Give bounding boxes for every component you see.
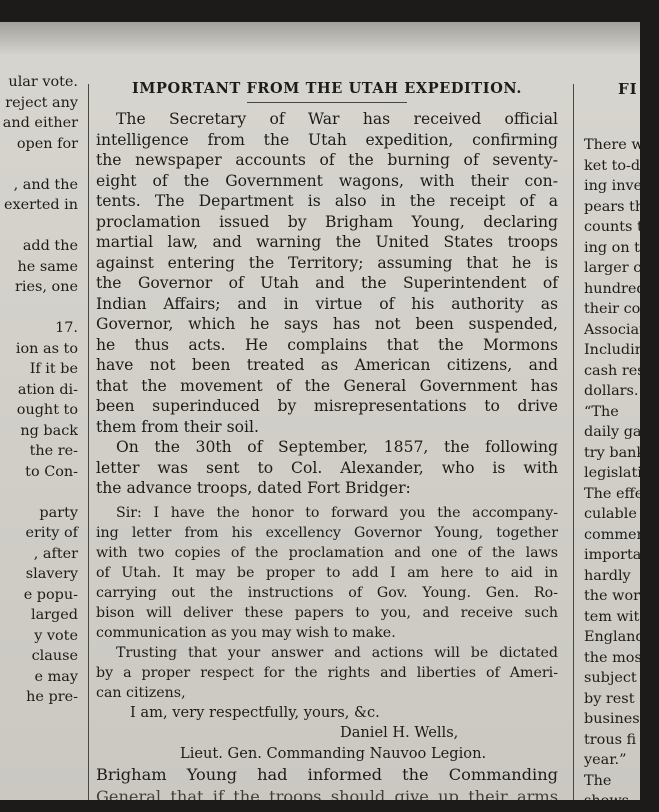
left-column-line: open for [16,135,78,152]
right-column-line: larger cap [584,260,659,276]
paragraph-1-line: that the movement of the General Government has [96,376,558,395]
letter-line: Trusting that your answer and actions will be dictated [116,644,558,661]
left-column-line: party [39,504,78,521]
paragraph-1-line: have not been treated as American citizens, and [96,356,558,374]
closing-title: Lieut. Gen. Commanding Nauvoo Legion. [180,744,487,762]
right-column-line: There w [584,137,644,153]
right-column-line: Associatio [584,321,659,338]
paragraph-1-line: eight of the Government wagons, with their con- [96,171,558,190]
right-column-line: commerc [584,526,652,543]
paragraph-2 [96,437,558,499]
right-column-text [584,135,659,812]
left-column-line: ation di- [17,381,78,398]
left-column-line [0,154,78,175]
letter-line: ing letter from his excellency Governor Young, together [96,524,558,541]
left-column-line: e may [34,668,78,685]
paragraph-2-line: letter was sent to Col. Alexander, who is with [96,458,558,477]
closing-signature: Daniel H. Wells, [340,724,459,741]
right-column-line: try bank [584,444,646,461]
right-column-line: importa [584,547,642,563]
left-column-line: ng back [20,422,78,439]
right-column-line: tem wit [584,608,640,625]
right-column-line: subject [584,670,637,686]
right-column-line: trous fi [584,731,637,748]
right-column-line: ing on the [584,239,658,256]
left-column-line: the re- [29,443,78,459]
paragraph-1-line: intelligence from the Utah expedition, confirming [96,130,558,149]
paragraph-1-line: martial law, and warning the United States troops [96,233,558,251]
left-column-line [0,216,78,237]
right-column-line: Including [584,342,654,358]
letter-line: Sir: I have the honor to forward you the accompany- [116,504,558,521]
right-column-line: their conc [584,301,658,317]
left-column-line: If it be [29,361,78,377]
paragraph-3-line: Brigham Young had informed the Commanding [96,765,558,784]
letter-line: of Utah. It may be proper to add I am here to aid in [96,564,558,581]
right-column-line: The [584,772,612,789]
left-column-line [0,482,78,503]
left-column-line: to Con- [25,463,78,480]
column-rule-left [88,84,89,800]
right-column-line: ket to-day [584,157,657,174]
letter-line: with two copies of the proclamation and one of the laws [96,544,558,561]
masthead-fragment: FI [618,80,638,98]
closing-salutation: I am, very respectfully, yours, &c. [130,703,380,721]
left-column-line: erity of [25,525,78,541]
right-column-line: by rest [584,690,635,707]
left-column-line: he same [17,258,78,275]
left-column-line: reject any [5,94,78,111]
right-column-line: daily gai [584,424,647,440]
left-column-line: larged [30,607,78,623]
right-column-line: The effe [584,485,644,502]
left-column-line: e popu- [23,586,78,603]
right-column-line: “The [584,403,619,420]
paragraph-1-line: proclamation issued by Brigham Young, declaring [96,212,558,231]
paragraph-2-line: On the 30th of September, 1857, the following [116,438,558,456]
left-column-line: and either [2,115,78,131]
left-column-line [0,298,78,319]
right-column-line: counts to [584,219,652,235]
article-headline: IMPORTANT FROM THE UTAH EXPEDITION. [132,80,522,97]
left-column-line: 17. [55,320,78,336]
left-column-line: , and the [13,176,78,193]
headline-rule [247,102,407,103]
paragraph-1-line: them from their soil. [96,417,259,436]
paragraph-1-line: Indian Affairs; and in virtue of his authority as [96,294,558,313]
paragraph-1-line: Governor, which he says has not been suspended, [96,315,558,333]
right-column-line: the wor [584,588,641,604]
left-column-line: slavery [25,566,78,582]
letter-line: bison will deliver these papers to you, and receive such [96,604,558,621]
article-column [96,78,558,808]
paragraph-1-line: tents. The Department is also in the receipt of a [96,192,558,210]
right-column-line: dollars. [584,383,639,399]
paragraph-1-line: The Secretary of War has received official [116,110,558,128]
paragraph-1-line: against entering the Territory; assuming that he is [96,253,558,272]
paragraph-2-line: the advance troops, dated Fort Bridger: [96,479,411,497]
letter-line: by a proper respect for the rights and liberties of Ameri- [96,664,558,681]
right-column-line: shows [584,793,630,809]
paragraph-1-line: he thus acts. He complains that the Mormons [96,335,558,354]
right-column-line: pears that [584,198,659,215]
paragraph-1-line: the Governor of Utah and the Superintendent of [96,274,558,292]
paragraph-1-line: been superinduced by misrepresentations to drive [96,397,558,415]
left-column-line: , after [33,545,78,562]
letter-line: carrying out the instructions of Gov. Young. Gen. Ro- [96,584,558,601]
right-column-line: year.” [584,752,627,768]
column-rule-right [573,84,574,800]
paragraph-3-line: General that if the troops should give up their arms [96,787,558,806]
right-column-line: busines [584,711,640,727]
right-column-line: culable [584,506,637,522]
left-column-line: ries, one [15,279,78,295]
paragraph-3 [96,764,558,808]
right-column-line: hardly [584,567,631,584]
paragraph-1 [96,109,558,437]
left-column-line: y vote [34,627,78,644]
left-column-text [0,72,78,708]
left-column-line: he pre- [26,689,78,705]
newspaper-page [0,22,659,809]
quoted-letter [96,503,558,703]
letter-line: communication as you may wish to make. [96,624,396,641]
letter-line: can citizens, [96,684,186,701]
left-column-line: ion as to [15,340,78,357]
paragraph-1-line: the newspaper accounts of the burning of seventy- [96,151,558,169]
right-column-line: the mos [584,649,642,666]
right-column-line: cash rese [584,362,654,379]
right-column-line: ing invest [584,178,656,194]
right-column-line: legislatio [584,465,651,481]
left-column-line: ought to [16,402,78,418]
letter-closing [96,703,558,765]
right-column-line: hundred [584,280,646,297]
left-column-line: exerted in [4,197,78,213]
page-fold-shadow [0,22,640,56]
left-column-line: ular vote. [8,74,78,90]
right-column-line: England [584,629,645,645]
left-column-line: clause [31,648,78,664]
left-column-line: add the [22,238,78,254]
